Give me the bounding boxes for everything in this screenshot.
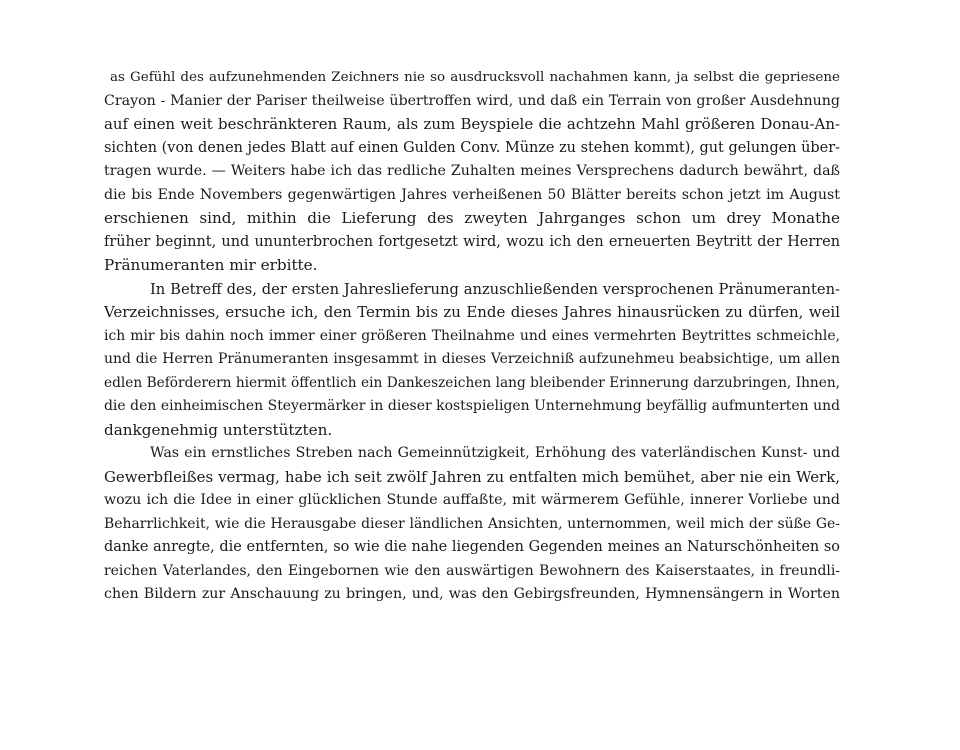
paragraph-2 (104, 278, 840, 443)
text-line: wozu ich die Idee in einer glücklichen Stunde auffaßte, mit wärmerem Gefühle, innerer Vorliebe und (104, 492, 840, 508)
text-line: die den einheimischen Steyermärker in dieser kostspieligen Unternehmung beyfällig aufmunterten und (104, 398, 840, 414)
text-line: Verzeichnisses, ersuche ich, den Termin bis zu Ende dieses Jahres hinausrücken zu dürfen, weil (104, 303, 840, 321)
text-line: In Betreff des, der ersten Jahreslieferung anzuschließenden versprochenen Pränumeranten- (150, 280, 840, 298)
text-line: ich mir bis dahin noch immer einer größeren Theilnahme und eines vermehrten Beytrittes schmeichle, (104, 327, 840, 344)
text-line: danke anregte, die entfernten, so wie die nahe liegenden Gegenden meines an Naturschönheiten so (104, 539, 840, 555)
text-line: und die Herren Pränumeranten insgesammt in dieses Verzeichniß aufzunehmeu beabsichtige, um allen (104, 351, 840, 367)
text-line: Gewerbfleißes vermag, habe ich seit zwölf Jahren zu entfalten mich bemühet, aber nie ein Werk, (104, 467, 840, 486)
text-line: auf einen weit beschränkteren Raum, als zum Beyspiele die achtzehn Mahl größeren Donau-An- (104, 115, 840, 133)
text-line: sichten (von denen jedes Blatt auf einen Gulden Conv. Münze zu stehen kommt), gut gelungen über- (104, 139, 840, 156)
text-line: as Gefühl des aufzunehmenden Zeichners nie so ausdrucksvoll nachahmen kann, ja selbst die gepriesene (110, 70, 840, 85)
text-line: Crayon - Manier der Pariser theilweise übertroffen wird, und daß ein Terrain von großer Ausdehnung (104, 92, 840, 109)
text-line: früher beginnt, und ununterbrochen fortgesetzt wird, wozu ich den erneuerten Beytritt der Herren (104, 233, 840, 250)
text-line: erschienen sind, mithin die Lieferung des zweyten Jahrganges schon um drey Monathe (104, 209, 840, 227)
text-line: reichen Vaterlandes, den Eingebornen wie den auswärtigen Bewohnern des Kaiserstaates, in freundli- (104, 562, 840, 579)
text-line: Was ein ernstliches Streben nach Gemeinnützigkeit, Erhöhung des vaterländischen Kunst- und (150, 445, 840, 461)
text-line: tragen wurde. — Weiters habe ich das redliche Zuhalten meines Versprechens dadurch bewährt, daß (104, 163, 840, 179)
text-line: Beharrlichkeit, wie die Herausgabe dieser ländlichen Ansichten, unternommen, weil mich der süße Ge- (104, 515, 840, 532)
paragraph-1 (104, 66, 840, 278)
text-line: chen Bildern zur Anschauung zu bringen, und, was den Gebirgsfreunden, Hymnensängern in Worten (104, 586, 840, 602)
paragraph-3 (104, 442, 840, 607)
body-text (104, 66, 840, 607)
text-line: edlen Beförderern hiermit öffentlich ein Dankeszeichen lang bleibender Erinnerung darzubringen, Ihnen, (104, 374, 840, 391)
text-line: die bis Ende Novembers gegenwärtigen Jahres verheißenen 50 Blätter bereits schon jetzt im August (104, 186, 840, 203)
text-line: dankgenehmig unterstützten. (104, 420, 333, 439)
text-line: Pränumeranten mir erbitte. (104, 256, 318, 274)
